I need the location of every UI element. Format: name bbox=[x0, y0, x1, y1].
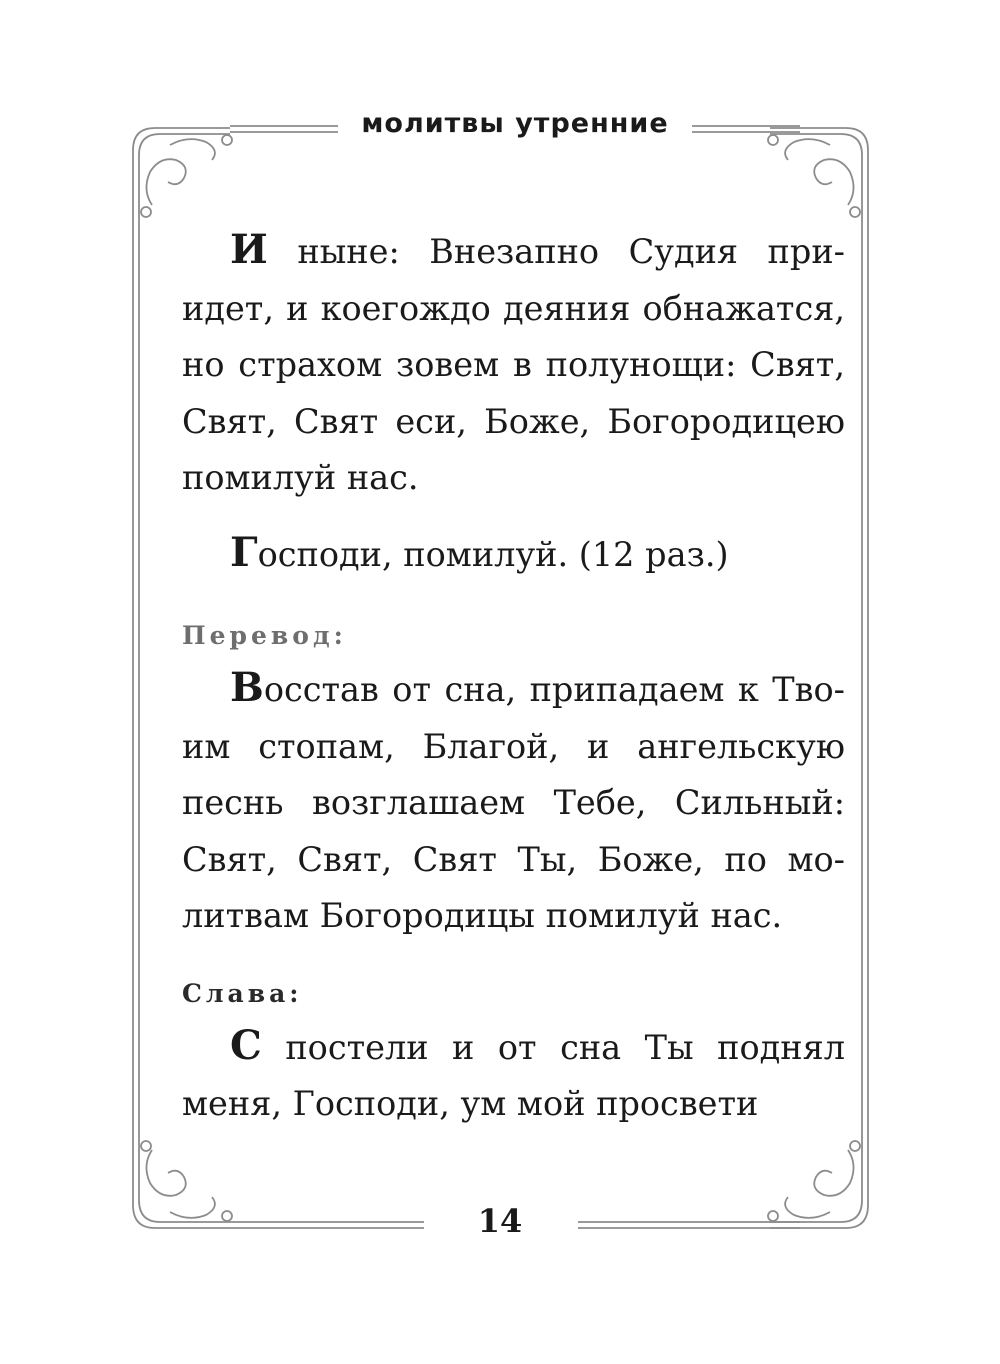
paragraph-text: постели и от сна Ты поднял меня, Господи, ум мой просвети bbox=[182, 1027, 845, 1123]
paragraph-3 bbox=[182, 660, 845, 945]
paragraph-text: осстав от сна, припадаем к Твоим стопам, Благой, и ангельскую песнь возглашаем Тебе, Сильный: Свят, Свят, Свят Ты, Боже, по молитвам Богородицы помилуй нас. bbox=[182, 670, 845, 935]
initial-letter: В bbox=[230, 664, 264, 711]
initial-letter: И bbox=[230, 226, 268, 273]
section-label-translation: Перевод: bbox=[182, 621, 347, 650]
paragraph-1 bbox=[182, 222, 845, 507]
paragraph-4 bbox=[182, 1018, 845, 1133]
initial-letter: С bbox=[230, 1021, 262, 1069]
paragraph-text: ныне: Внезапно Судия приидет, и коегождо деяния обнажатся, но страхом зовем в полунощи: Свят, Свят, Свят еси, Боже, Богородицею помилуй нас. bbox=[182, 232, 845, 497]
paragraph-text: осподи, помилуй. (12 раз.) bbox=[257, 534, 729, 574]
section-label-glory: Слава: bbox=[182, 978, 303, 1008]
running-header: молитвы утренние bbox=[361, 108, 669, 139]
paragraph-2 bbox=[182, 525, 845, 584]
page-body bbox=[182, 222, 845, 1133]
page-number: 14 bbox=[477, 1202, 523, 1240]
initial-letter: Г bbox=[230, 528, 258, 576]
